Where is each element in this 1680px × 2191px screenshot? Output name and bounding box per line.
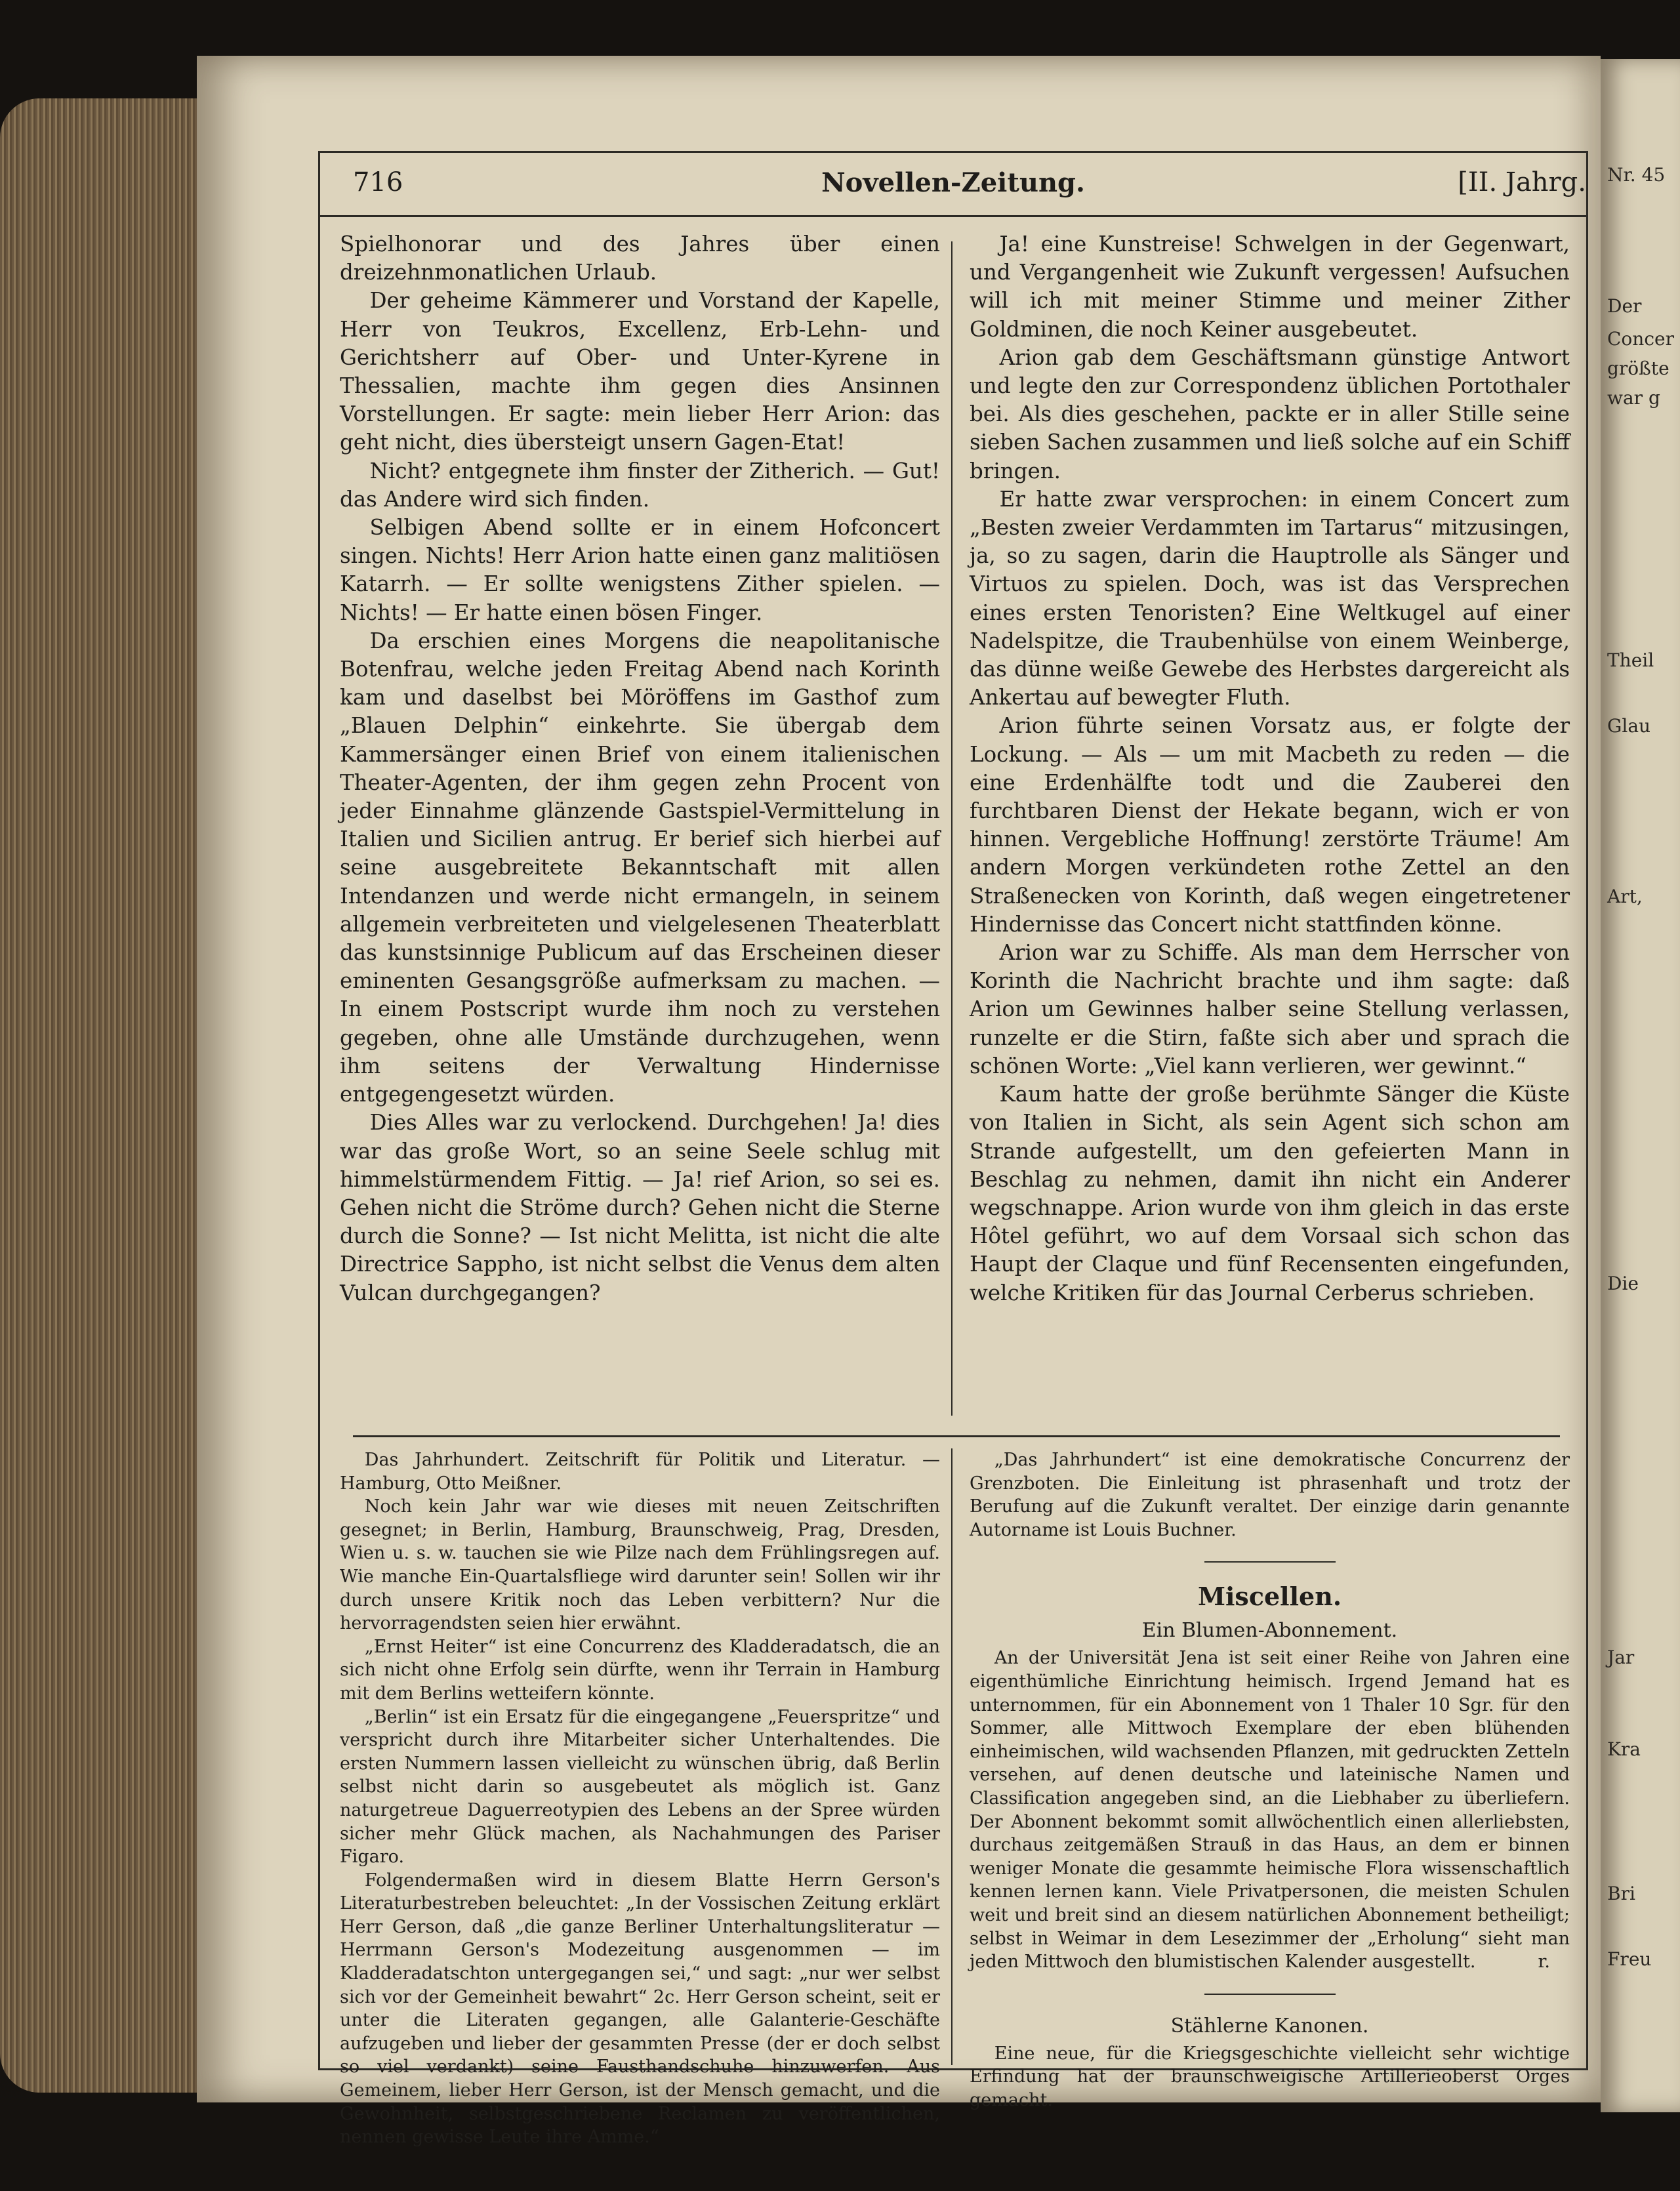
column-divider — [951, 1448, 953, 2065]
next-page-fragment: Bri — [1607, 1883, 1635, 1904]
next-page-fragment: war g — [1607, 387, 1660, 409]
column-divider — [951, 241, 953, 1416]
next-page-fragment: Der — [1607, 295, 1642, 317]
paragraph: Folgendermaßen wird in diesem Blatte Herrn Gerson's Literaturbestreben beleuchtet: „In der Vossischen Zeitung erklärt Herr Gerson, daß „die ganze Berliner Unterhaltungsliteratur — Herrmann Gerson's Modezeitung ausgenommen — im Kladderadatschton untergegangen sei,“ und sagt: „nur wer selbst sich vor der Gemeinheit bewahrt“ 2c. Herr Gerson scheint, seit er unter die Literaten gegangen, alle Galanterie-Geschäfte aufzugeben und lieber der gesammten Presse (der er doch selbst so viel verdankt) seine Fausthandschuhe hinzuwerfen. Aus Gemeinem, lieber Herr Gerson, ist der Mensch gemacht, und die Gewohnheit, selbstgeschriebene Reclamen zu veröffentlichen, nennen gewisse Leute ihre Amme.“ — [340, 1870, 940, 2148]
miscellany-column — [970, 1448, 1570, 2112]
paragraph: Selbigen Abend sollte er in einem Hofconcert singen. Nichts! Herr Arion hatte einen ganz malitiösen Katarrh. — Er sollte wenigstens Zither spielen. — Nichts! — Er hatte einen bösen Finger. — [340, 515, 940, 625]
book-page — [197, 56, 1601, 2148]
next-page-fragment: Die — [1607, 1273, 1639, 1294]
miscellany-title: Miscellen. — [1197, 1582, 1342, 1612]
page-number: 716 — [353, 167, 403, 197]
next-page-fragment: Kra — [1607, 1738, 1641, 1760]
book-page-edges — [0, 98, 216, 2093]
article-title: Stählerne Kanonen. — [1170, 2014, 1369, 2037]
signature: r. — [1538, 1952, 1550, 1973]
volume-label: [II. Jahrg. — [1458, 167, 1586, 197]
paragraph: Arion gab dem Geschäftsmann günstige Antwort und legte den zur Correspondenz üblichen Portothaler bei. Als dies geschehen, packte er in aller Stille seine sieben Sachen zusammen und ließ solche auf ein Schiff bringen. — [970, 344, 1570, 483]
page-header — [320, 153, 1586, 217]
review-column — [340, 1448, 940, 2149]
divider — [1204, 1994, 1336, 1995]
review-heading: Das Jahrhundert. Zeitschrift für Politik und Literatur. — Hamburg, Otto Meißner. — [340, 1450, 940, 1494]
paragraph: Spielhonorar und des Jahres über einen dreizehnmonatlichen Urlaub. — [340, 232, 940, 285]
paragraph: Arion war zu Schiffe. Als man dem Herrscher von Korinth die Nachricht brachte und ihm sagte: daß Arion um Gewinnes halber seine Stellung verlassen, runzelte er die Stirn, faßte sich aber und sprach die schönen Worte: „Viel kann verlieren, wer gewinnt.“ — [970, 940, 1570, 1078]
paragraph: Da erschien eines Morgens die neapolitanische Botenfrau, welche jeden Freitag Abend nach Korinth kam und daselbst bei Möröffens im Gasthof zum „Blauen Delphin“ einkehrte. Sie übergab dem Kammersänger einen Brief von einem italienischen Theater-Agenten, der ihm gegen zehn Procent von jeder Einnahme glänzende Gastspiel-Vermittelung in Italien und Sicilien antrug. Er berief sich hierbei auf seine ausgebreitete Bekanntschaft mit allen Intendanzen und werde nicht ermangeln, in seinem allgemein verbreiteten und vielgelesenen Theaterblatt das kunstsinnige Publicum auf das Erscheinen dieser eminenten Gesangsgröße aufmerksam zu machen. — In einem Postscript wurde ihm noch zu verstehen gegeben, ohne alle Umstände durchzugehen, wenn ihm seitens der Verwaltung Hindernisse entgegengesetzt würden. — [340, 628, 940, 1107]
paragraph: Kaum hatte der große berühmte Sänger die Küste von Italien in Sicht, als sein Agent sich schon am Strande aufgestellt, um den gefeierten Mann in Beschlag zu nehmen, damit ihn nicht ein Anderer wegschnappe. Arion wurde von ihm gleich in das erste Hôtel geführt, wo auf dem Vorsaal sich schon das Haupt der Claque und fünf Recensenten eingefunden, welche Kritiken für das Journal Cerberus schrieben. — [970, 1082, 1570, 1305]
paragraph: Arion führte seinen Vorsatz aus, er folgte der Lockung. — Als — um mit Macbeth zu reden — die eine Erdenhälfte todt und die Zauberei den furchtbaren Dienst der Hekate begann, wich er von hinnen. Vergebliche Hoffnung! zerstörte Träume! Am andern Morgen verkündeten rothe Zettel an den Straßenecken von Korinth, daß wegen eingetretener Hindernisse das Concert nicht stattfinden könne. — [970, 713, 1570, 937]
paragraph: Dies Alles war zu verlockend. Durchgehen! Ja! dies war das große Wort, so an seine Seele schlug mit himmelstürmendem Fittig. — Ja! rief Arion, so sei es. Gehen nicht die Ströme durch? Gehen nicht die Sterne durch die Sonne? — Ist nicht Melitta, ist nicht die alte Directrice Sappho, ist nicht selbst die Venus dem alten Vulcan durchgegangen? — [340, 1110, 940, 1305]
paragraph: Nicht? entgegnete ihm finster der Zitherich. — Gut! das Andere wird sich finden. — [340, 458, 940, 512]
article-text: An der Universität Jena ist seit einer Reihe von Jahren eine eigenthümliche Einrichtung heimisch. Irgend Jemand hat es unternommen, für ein Abonnement von 1 Thaler 10 Sgr. für den Sommer, alle Mittwoch Exemplare der eben blühenden einheimischen, wild wachsenden Pflanzen, mit gedruckten Zetteln versehen, auf denen deutsche und lateinische Namen und Classification angegeben sind, an die Liebhaber zu überliefern. Der Abonnent bekommt somit allwöchentlich einen allerliebsten, durchaus zeitgemäßen Strauß in das Haus, an dem er binnen weniger Monate die gesammte heimische Flora wissenschaftlich kennen lernen kann. Viele Privatpersonen, die meisten Schulen weit und breit sind an diesem natürlichen Abonnement betheiligt; selbst in Weimar in dem Lesezimmer der „Erholung“ sieht man jeden Mittwoch den blumistischen Kalender ausgestellt. — [970, 1648, 1570, 1973]
paragraph: Noch kein Jahr war wie dieses mit neuen Zeitschriften gesegnet; in Berlin, Hamburg, Braunschweig, Prag, Dresden, Wien u. s. w. tauchen sie wie Pilze nach dem Frühlingsregen auf. Wie manche Ein-Quartalsfliege wird darunter sein! Sollen wir ihr durch unsere Kritik noch das Leben verbittern? Nur die hervorragendsten seien hier erwähnt. — [340, 1496, 940, 1634]
paragraph: Eine neue, für die Kriegsgeschichte vielleicht sehr wichtige Erfindung hat der braunschweigische Artillerieoberst Orges gemacht. — [970, 2043, 1570, 2110]
paragraph: „Das Jahrhundert“ ist eine demokratische Concurrenz der Grenzboten. Die Einleitung ist phrasenhaft und trotz der Berufung auf die Zukunft veraltet. Der einzige darin genannte Autorname ist Louis Buchner. — [970, 1450, 1570, 1540]
paragraph: Ja! eine Kunstreise! Schwelgen in der Gegenwart, und Vergangenheit wie Zukunft vergessen! Aufsuchen will ich mit meiner Stimme und meiner Zither Goldminen, die noch Keiner ausgebeutet. — [970, 232, 1570, 342]
section-divider — [353, 1435, 1560, 1437]
paragraph — [970, 1647, 1570, 1973]
next-page-fragment: Concer — [1607, 328, 1674, 350]
article-title: Ein Blumen-Abonnement. — [1141, 1619, 1398, 1643]
next-page-fragment: Freu — [1607, 1948, 1652, 1970]
next-page-fragment: größte — [1607, 358, 1670, 379]
adjacent-page-strip — [1601, 59, 1680, 2112]
next-page-fragment: Glau — [1607, 715, 1651, 737]
next-page-fragment: Art, — [1607, 886, 1643, 907]
next-page-fragment: Jar — [1607, 1647, 1635, 1668]
next-page-fragment: Theil — [1607, 649, 1654, 671]
paragraph: Er hatte zwar versprochen: in einem Concert zum „Besten zweier Verdammten im Tartarus“ mitzusingen, ja, so zu sagen, darin die Hauptrolle als Sänger und Virtuos zu spielen. Doch, was ist das Versprechen eines ersten Tenoristen? Eine Weltkugel auf einer Nadelspitze, die Traubenhülse von einem Weinberge, das dünne weiße Gewebe des Herbstes dargereicht als Ankertau auf bewegter Fluth. — [970, 486, 1570, 710]
story-column-right — [970, 230, 1570, 1307]
paragraph: Der geheime Kämmerer und Vorstand der Kapelle, Herr von Teukros, Excellenz, Erb-Lehn- und Gerichtsherr auf Ober- und Unter-Kyrene in Thessalien, machte ihm gegen dies Ansinnen Vorstellungen. Er sagte: mein lieber Herr Arion: das geht nicht, dies übersteigt unsern Gagen-Etat! — [340, 288, 940, 455]
story-column-left — [340, 230, 940, 1307]
journal-title: Novellen-Zeitung. — [821, 167, 1085, 198]
page-frame — [318, 151, 1588, 2148]
paragraph: „Ernst Heiter“ ist eine Concurrenz des Kladderadatsch, die an sich nicht ohne Erfolg sein dürfte, wenn ihr Terrain in Hamburg mit dem Berlins wetteifern könnte. — [340, 1636, 940, 1704]
divider — [1204, 1561, 1336, 1563]
paragraph: „Berlin“ ist ein Ersatz für die eingegangene „Feuerspritze“ und verspricht durch ihre Mitarbeiter sicher Unterhaltendes. Die ersten Nummern lassen vielleicht zu wünschen übrig, daß Berlin selbst nicht darin so ausgebeutet als möglich ist. Ganz naturgetreue Daguerreotypien des Lebens an der Spree würden sicher mehr Glück machen, als Nachahmungen des Pariser Figaro. — [340, 1706, 940, 1868]
next-page-fragment: Nr. 45 — [1607, 164, 1666, 186]
